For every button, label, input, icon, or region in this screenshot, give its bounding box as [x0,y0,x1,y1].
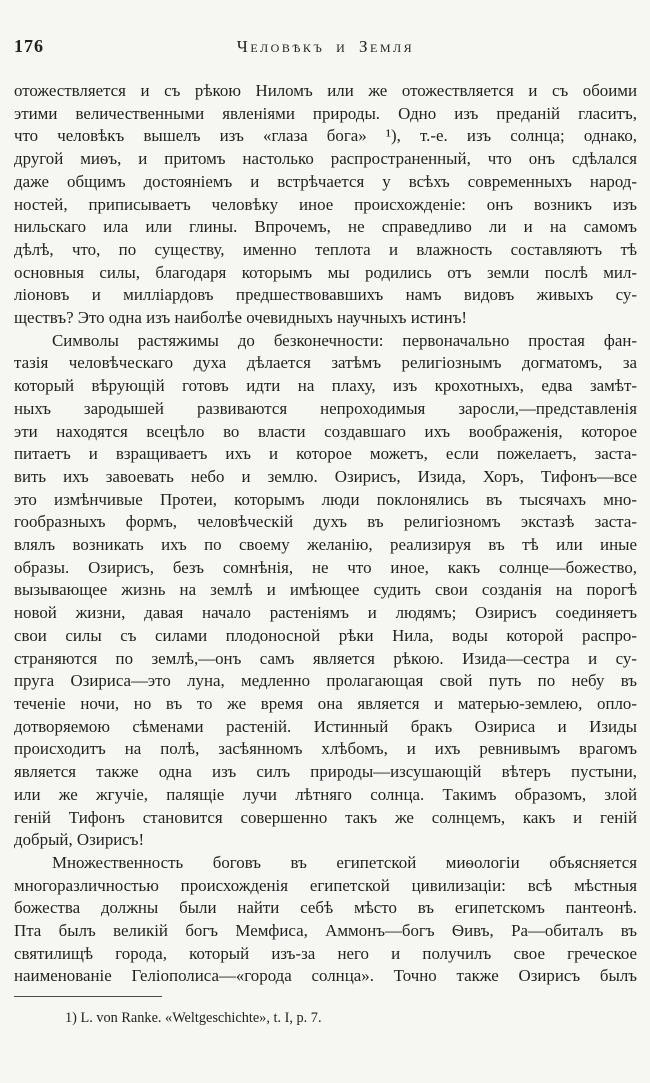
paragraph [14,852,637,988]
page-header [14,36,637,58]
text-line: гообразныхъ формъ, человѣческій духъ въ религіозномъ экстазѣ заста- [14,512,637,532]
text-line: пруга Озириса—это луна, медленно пролагающая свой путь по небу въ [14,671,637,691]
text-line: добрый, Озирисъ! [14,830,145,850]
text-line: что человѣкъ вышелъ изъ «глаза бога» ¹), т.-е. изъ солнца; однако, [14,126,637,146]
text-line: нильскаго ила или глины. Впрочемъ, не справедливо ли и на самомъ [14,217,637,237]
text-line: Множественность боговъ въ египетской миѳологіи объясняется [52,852,637,872]
text-line: ліоновъ и милліардовъ предшествовавшихъ намъ видовъ живыхъ су- [14,285,637,305]
text-line: отожествляется и съ рѣкою Ниломъ или же отожествляется и съ обоими [14,81,637,100]
text-line: тазія человѣческаго духа дѣлается затѣмъ религіознымъ догматомъ, за [14,353,637,373]
text-line: влялъ возникать ихъ по своему желанію, реализируя въ тѣ или иные [14,535,637,555]
text-line: основныя силы, благодаря которымъ мы родились отъ земли послѣ мил- [14,262,637,282]
text-line: святилищѣ города, который изъ-за него и получилъ свое греческое [14,943,637,963]
text-line: вызывающее жизнь на землѣ и имѣющее судить свои созданія на порогѣ [14,580,637,600]
text-line: свои силы съ силами плодоносной рѣки Нила, воды которой распро- [14,625,637,645]
footnote: 1) L. von Ranke. «Weltgeschichte», t. I, p. 7. [65,1010,322,1026]
text-line: питаетъ и взращиваетъ ихъ и которое можетъ, если пожелаетъ, заста- [14,444,637,464]
text-line: который вѣрующій готовъ идти на плаху, изъ крохотныхъ, едва замѣт- [14,376,637,396]
text-line: наименованіе Геліополиса—«города солнца». Точно также Озирисъ былъ [14,966,637,986]
text-line: дѣлѣ, что, по существу, именно теплота и влажность составляютъ тѣ [14,239,637,259]
text-line: этими величественными явленіями природы. Одно изъ преданій гласитъ, [14,103,637,123]
running-title: Человѣкъ и Земля [236,37,415,56]
text-line: является также одна изъ силъ природы—изсушающій вѣтеръ пустыни, [14,762,637,782]
text-line: Символы растяжимы до безконечности: первоначально простая фан- [52,330,637,350]
text-line: многоразличностью происхожденія египетской цивилизаціи: всѣ мѣстныя [14,875,637,895]
text-line: другой миѳъ, и притомъ настолько распространенный, что онъ сдѣлался [14,149,637,169]
text-line: новой жизни, давая начало растеніямъ и людямъ; Озирисъ соединяетъ [14,603,637,623]
paragraph [14,330,637,852]
text-line: происходитъ на полѣ, засѣянномъ хлѣбомъ, и ихъ ревнивымъ врагомъ [14,739,637,759]
text-line: теченіе ночи, но въ то же время она является и матерью-землею, опло- [14,693,637,713]
text-line: эти находятся всецѣло во власти создавшаго ихъ воображенія, которое [14,421,637,441]
text-line: страняются по землѣ,—онъ самъ является рѣкою. Изида—сестра и су- [14,648,637,668]
text-line: ныхъ зародышей развиваются непроходимыя заросли,—представленія [14,398,637,418]
text-line: геній Тифонъ становится совершенно такъ же солнцемъ, какъ и геній [14,807,637,827]
body-text [14,80,637,988]
text-line: это измѣнчивые Протеи, которымъ люди поклонялись въ тысячахъ мно- [14,489,637,509]
footnote-rule [14,996,162,997]
page-number: 176 [14,36,44,56]
page-footer [14,990,637,1027]
text-line: Пта былъ великій богъ Мемфиса, Аммонъ—богъ Ѳивъ, Ра—обиталъ въ [14,921,637,941]
text-line: даже общимъ достояніемъ и встрѣчается у всѣхъ современныхъ народ- [14,171,637,191]
text-line: божества должны были найти себѣ мѣсто въ египетскомъ пантеонѣ. [14,898,637,918]
text-line: ществъ? Это одна изъ наиболѣе очевидныхъ научныхъ истинъ! [14,308,468,328]
text-line: дотворяемою сѣменами растеній. Истинный бракъ Озириса и Изиды [14,716,637,736]
text-line: образы. Озирисъ, безъ сомнѣнія, не что иное, какъ солнце—божество, [14,557,637,577]
text-line: вить ихъ завоевать небо и землю. Озирисъ, Изида, Хоръ, Тифонъ—все [14,466,637,486]
text-line: ностей, приписываетъ человѣку иное происхожденіе: онъ возникъ изъ [14,194,637,214]
text-line: или же жгучіе, палящіе лучи лѣтняго солнца. Такимъ образомъ, злой [14,784,637,804]
paragraph [14,80,637,330]
